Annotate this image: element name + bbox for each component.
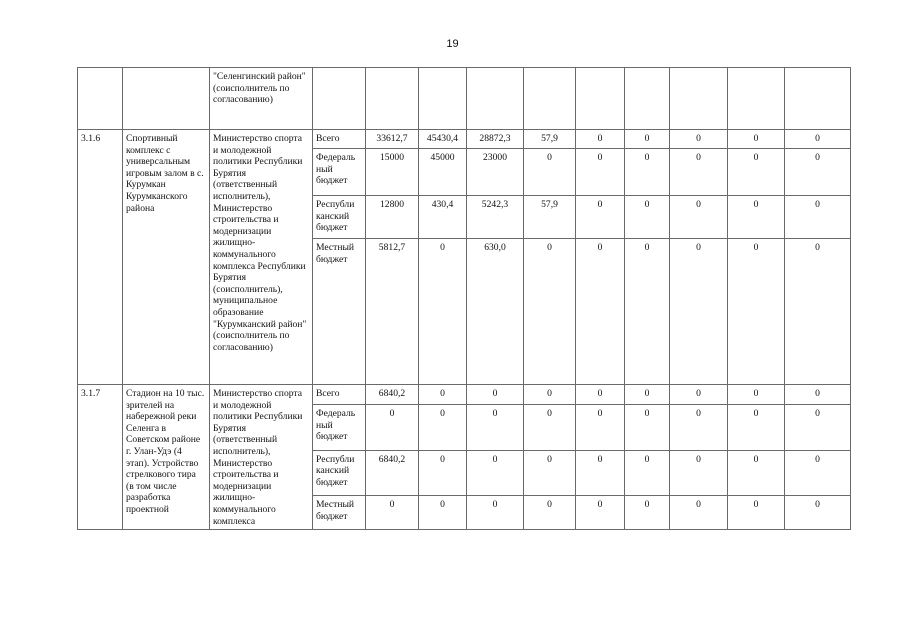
source-cell: Республи канский бюджет: [313, 450, 366, 496]
table-row: [78, 385, 851, 405]
value-cell: 0: [625, 496, 670, 530]
value-cell: 45430,4: [419, 130, 467, 149]
value-cell: 0: [785, 496, 851, 530]
value-cell: 0: [467, 496, 524, 530]
value-cell: 5242,3: [467, 196, 524, 239]
source-cell: Местный бюджет: [313, 239, 366, 385]
value-cell: 0: [728, 496, 785, 530]
value-cell: 0: [728, 385, 785, 405]
value-cell: 0: [625, 149, 670, 196]
code-cell: 3.1.6: [78, 130, 123, 385]
value-cell: 0: [467, 385, 524, 405]
value-cell: 0: [467, 450, 524, 496]
value-cell: 0: [419, 385, 467, 405]
value-cell: 0: [625, 196, 670, 239]
value-cell: 0: [728, 405, 785, 451]
value-cell: 0: [419, 239, 467, 385]
value-cell: 0: [524, 496, 576, 530]
value-cell: 0: [670, 239, 728, 385]
value-cell: 0: [670, 130, 728, 149]
value-cell: 0: [670, 385, 728, 405]
value-cell: 0: [419, 405, 467, 451]
value-cell: 0: [524, 405, 576, 451]
value-cell: 0: [785, 130, 851, 149]
value-cell: 0: [728, 196, 785, 239]
table-row: [78, 130, 851, 149]
source-cell: Местный бюджет: [313, 496, 366, 530]
value-cell: 0: [785, 405, 851, 451]
value-cell: 0: [576, 405, 625, 451]
value-cell: 0: [467, 405, 524, 451]
value-cell: 0: [625, 130, 670, 149]
value-cell: 0: [625, 385, 670, 405]
executor-cell: "Селенгинский район" (соисполнитель по согласованию): [210, 68, 313, 130]
value-cell: 0: [524, 149, 576, 196]
value-cell: 0: [785, 239, 851, 385]
name-cell: Стадион на 10 тыс. зрителей на набережной реки Селенга в Советском районе г. Улан-Удэ (4 этап). Устройство стрелкового тира (в том числе разработка проектной: [123, 385, 210, 530]
value-cell: 0: [728, 450, 785, 496]
value-cell: 0: [670, 196, 728, 239]
name-cell: Спортивный комплекс с универсальным игровым залом в с. Курумкан Курумканского района: [123, 130, 210, 385]
value-cell: 0: [625, 450, 670, 496]
value-cell: 33612,7: [366, 130, 419, 149]
code-cell: 3.1.7: [78, 385, 123, 530]
value-cell: 0: [785, 149, 851, 196]
value-cell: 0: [670, 450, 728, 496]
value-cell: 0: [785, 196, 851, 239]
value-cell: 0: [576, 149, 625, 196]
value-cell: 5812,7: [366, 239, 419, 385]
value-cell: 12800: [366, 196, 419, 239]
value-cell: 0: [576, 385, 625, 405]
value-cell: 0: [576, 239, 625, 385]
value-cell: 57,9: [524, 130, 576, 149]
source-cell: Всего: [313, 385, 366, 405]
value-cell: 0: [785, 450, 851, 496]
table-row: [78, 68, 851, 130]
value-cell: 23000: [467, 149, 524, 196]
value-cell: 0: [576, 450, 625, 496]
value-cell: 0: [419, 450, 467, 496]
executor-cell: Министерство спорта и молодежной политики Республики Бурятия (ответственный исполнитель), Министерство строительства и модернизации жилищно-коммунального комплекса: [210, 385, 313, 530]
value-cell: 0: [625, 405, 670, 451]
value-cell: 6840,2: [366, 385, 419, 405]
code-cell: [78, 68, 123, 130]
value-cell: 0: [366, 405, 419, 451]
value-cell: 0: [576, 130, 625, 149]
source-cell: Федераль ный бюджет: [313, 405, 366, 451]
value-cell: 15000: [366, 149, 419, 196]
value-cell: 0: [576, 496, 625, 530]
value-cell: 0: [524, 239, 576, 385]
executor-cell: Министерство спорта и молодежной политики Республики Бурятия (ответственный исполнитель), Министерство строительства и модернизации жилищно-коммунального комплекса Республики Бурятия (соисполнитель), муниципальное образование "Курумканский район" (соисполнитель по согласованию): [210, 130, 313, 385]
value-cell: 0: [728, 239, 785, 385]
source-cell: Республи канский бюджет: [313, 196, 366, 239]
value-cell: 0: [524, 450, 576, 496]
value-cell: 0: [524, 385, 576, 405]
value-cell: 0: [419, 496, 467, 530]
value-cell: 57,9: [524, 196, 576, 239]
budget-table: [77, 67, 851, 530]
value-cell: 0: [576, 196, 625, 239]
value-cell: 0: [728, 149, 785, 196]
value-cell: 0: [670, 496, 728, 530]
value-cell: 6840,2: [366, 450, 419, 496]
page-number: 19: [446, 38, 459, 50]
name-cell: [123, 68, 210, 130]
value-cell: 430,4: [419, 196, 467, 239]
source-cell: Всего: [313, 130, 366, 149]
value-cell: 0: [670, 149, 728, 196]
value-cell: 0: [625, 239, 670, 385]
value-cell: 0: [728, 130, 785, 149]
value-cell: 0: [366, 496, 419, 530]
value-cell: 28872,3: [467, 130, 524, 149]
value-cell: 0: [785, 385, 851, 405]
value-cell: 630,0: [467, 239, 524, 385]
source-cell: Федераль ный бюджет: [313, 149, 366, 196]
value-cell: 0: [670, 405, 728, 451]
value-cell: 45000: [419, 149, 467, 196]
